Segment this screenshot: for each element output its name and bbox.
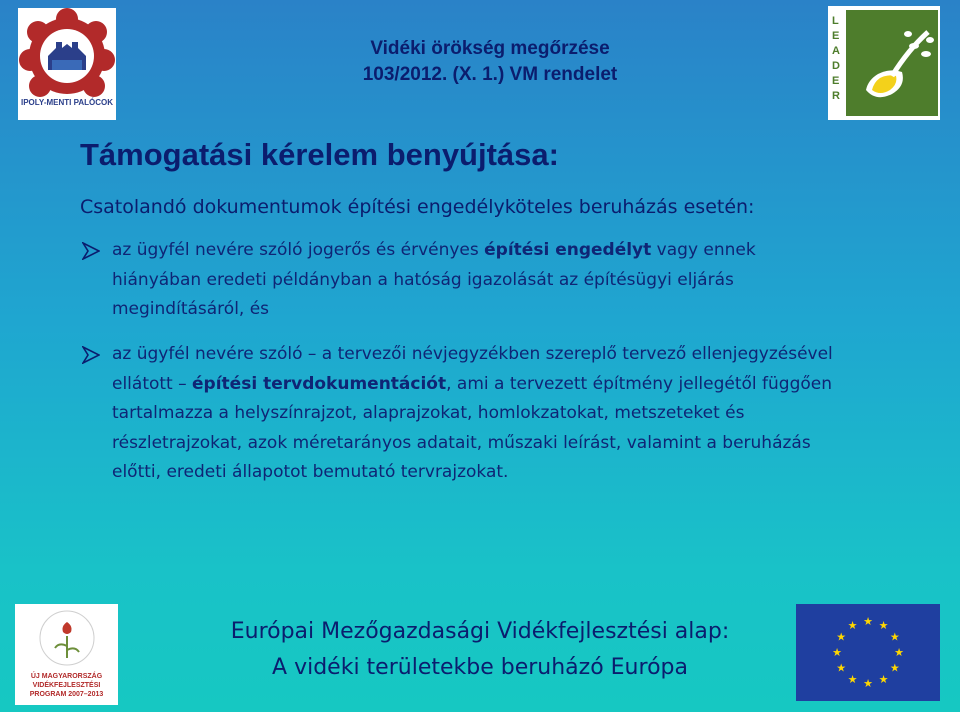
bullet-text: vagy ennek hiányában eredeti példányban a hatóság igazolását az építésügyi eljárás megindításáról, és <box>112 240 756 319</box>
eu-star-icon: ★ <box>894 646 904 659</box>
bullet-text: az ügyfél nevére szóló jogerős és érvényes <box>112 240 485 260</box>
eu-stars-icon <box>796 604 940 701</box>
bullet-text: , ami a tervezett építmény jellegétől függően tartalmazza a helyszínrajzot, alaprajzokat, homlokzatokat, metszeteket és részletrajzokat, azok méretarányos adatait, műszaki leírást, valamint a beruházás előtti, eredeti állapotot bemutató tervrajzokat. <box>112 373 833 482</box>
eu-star-icon: ★ <box>878 672 889 686</box>
palocok-logo-text: IPOLY-MENTI PALÓCOK <box>20 98 113 107</box>
arrow-bullet-icon <box>82 346 100 364</box>
eu-star-icon: ★ <box>863 615 873 628</box>
uj-magyarorszag-logo <box>15 604 118 705</box>
arrow-bullet-icon <box>82 242 100 260</box>
leader-logo-text: LEADER <box>832 15 840 102</box>
ipoly-menti-palocok-logo <box>18 8 116 120</box>
rose-emblem-icon <box>37 608 97 668</box>
eu-star-icon: ★ <box>836 630 847 644</box>
eu-star-icon: ★ <box>836 661 847 675</box>
header-regulation: 103/2012. (X. 1.) VM rendelet <box>362 64 618 85</box>
eu-star-icon: ★ <box>863 677 873 690</box>
bullet-text: az ügyfél nevére szóló – a tervezői névjegyzékben szereplő tervező ellenjegyzésével ellátott – <box>112 344 833 394</box>
bullet-highlight: építési tervdokumentációt <box>192 373 447 394</box>
footer-slogan: A vidéki területekbe beruházó Európa <box>272 655 688 680</box>
eu-star-icon: ★ <box>847 619 858 633</box>
uj-magyarorszag-logo-text: ÚJ MAGYARORSZÁG VIDÉKFEJLESZTÉSI PROGRAM 2007–2013 <box>29 673 104 698</box>
eu-star-icon: ★ <box>847 672 858 686</box>
slide-subtitle: Csatolandó dokumentumok építési engedélyköteles beruházás esetén: <box>80 196 755 218</box>
eu-star-icon: ★ <box>889 661 900 675</box>
eu-star-icon: ★ <box>889 630 900 644</box>
footer-fund-name: Európai Mezőgazdasági Vidékfejlesztési alap: <box>230 619 730 644</box>
bullet-item-building-permit <box>112 236 844 325</box>
header-program-name: Vidéki örökség megőrzése <box>370 38 610 59</box>
eu-star-icon: ★ <box>832 646 842 659</box>
eu-star-icon: ★ <box>878 619 889 633</box>
slide-title: Támogatási kérelem benyújtása: <box>80 137 559 172</box>
bullet-highlight: építési engedélyt <box>484 240 652 260</box>
bullet-item-design-documentation <box>112 340 844 488</box>
leader-logo <box>828 6 940 120</box>
leader-plant-icon <box>846 10 938 116</box>
eu-flag-logo <box>796 604 940 701</box>
